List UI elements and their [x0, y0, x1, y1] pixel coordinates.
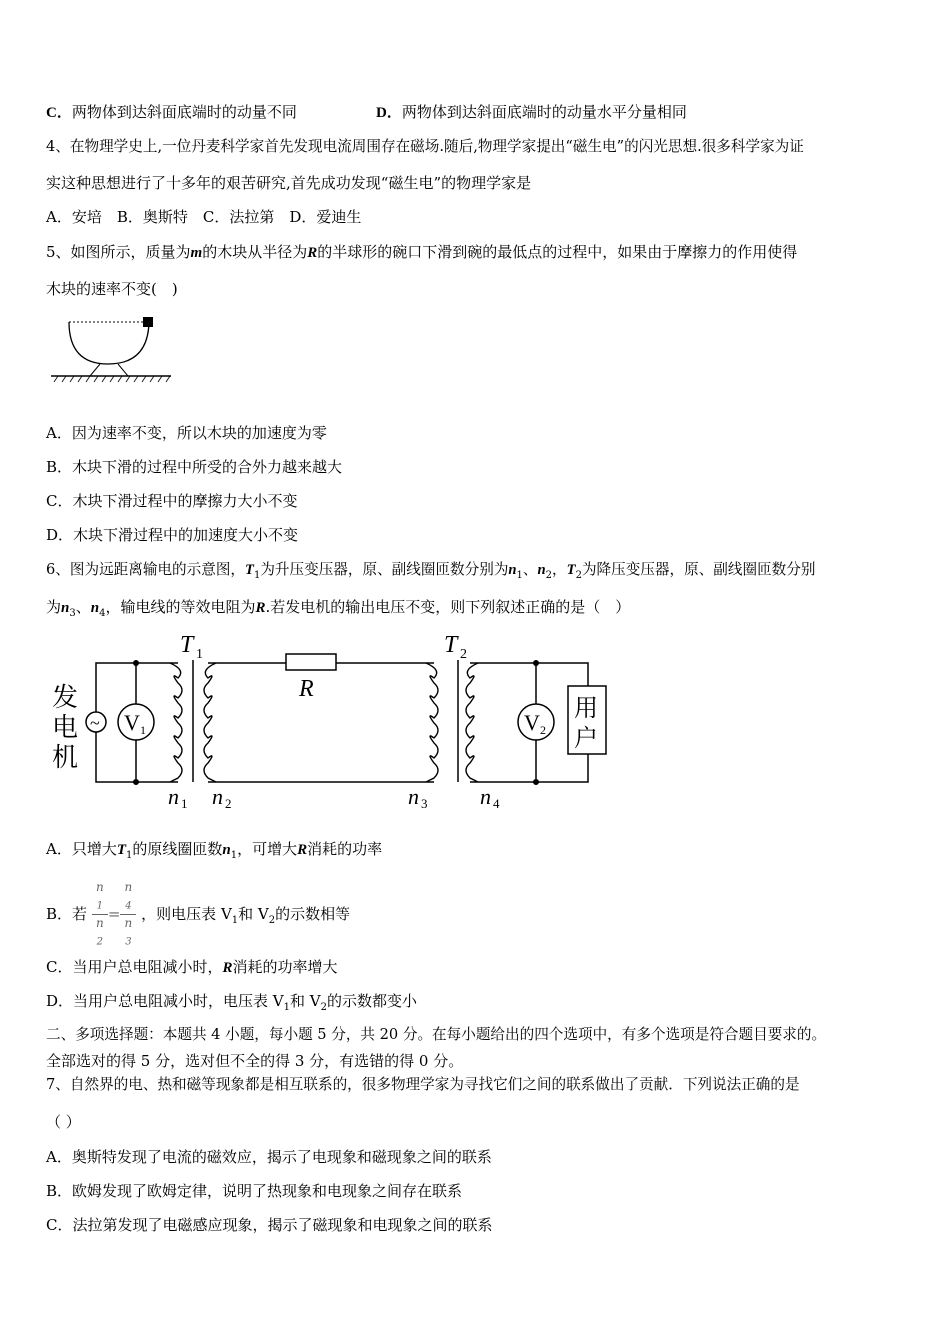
svg-text:n: n	[168, 784, 179, 809]
svg-text:T: T	[180, 632, 194, 658]
svg-text:户: 户	[574, 726, 598, 752]
q3-option-c	[46, 102, 297, 123]
q6-stem-line2: 为$n_3$、$n_4$，输电线的等效电阻为R.若发电机的输出电压不变，则下列叙述正确的是（ ）	[46, 598, 631, 619]
section2-heading-line1: 二、多项选择题：本题共 4 小题，每小题 5 分，共 20 分。在每小题给出的四个选项中，有多个选项是符合题目要求的。	[46, 1026, 827, 1043]
q4-stem-line2: 实这种思想进行了十多年的艰苦研究,首先成功发现“磁生电”的物理学家是	[46, 174, 532, 192]
svg-text:~: ~	[90, 713, 100, 733]
var-m: m	[190, 245, 203, 261]
generator-label-2: 电	[52, 713, 79, 742]
option-text: 两物体到达斜面底端时的动量水平分量相同	[401, 103, 687, 121]
q3-option-d	[376, 102, 687, 123]
svg-text:n: n	[480, 784, 491, 809]
q7-option-a: A．奥斯特发现了电流的磁效应，揭示了电现象和磁现象之间的联系	[46, 1148, 492, 1166]
fraction-n4-n3: n $_4$ n $_3$	[120, 880, 136, 950]
resistor-R	[286, 654, 336, 670]
q4-options: A．安培 B．奥斯特 C．法拉第 D．爱迪生	[46, 208, 362, 226]
q5-stem-line2: 木块的速率不变( )	[46, 280, 178, 298]
svg-text:3: 3	[421, 796, 428, 811]
option-text: 两物体到达斜面底端时的动量不同	[71, 103, 297, 121]
q6-stem-line1: 6、图为远距离输电的示意图，$T_1$为升压变压器，原、副线圈匝数分别为$n_1$、$n_2$，$T_2$为降压变压器，原、副线圈匝数分别	[46, 561, 816, 581]
generator-label-1: 发	[52, 683, 79, 712]
generator-label-3: 机	[52, 743, 79, 772]
q5-option-c: C．木块下滑过程中的摩擦力大小不变	[46, 492, 298, 510]
resistor-label: R	[299, 676, 314, 702]
q7-option-b: B．欧姆发现了欧姆定律，说明了热现象和电现象之间存在联系	[46, 1182, 463, 1200]
svg-text:2: 2	[225, 796, 232, 811]
var-R: R	[307, 245, 318, 261]
fraction-n1-n2: n $_1$ n $_2$	[92, 880, 108, 950]
q5-option-d: D．木块下滑过程中的加速度大小不变	[46, 526, 299, 544]
q6-option-c: C．当用户总电阻减小时，R消耗的功率增大	[46, 958, 338, 976]
q7-stem-line1: 7、自然界的电、热和磁等现象都是相互联系的，很多物理学家为寻找它们之间的联系做出了贡献．下列说法正确的是	[46, 1076, 800, 1093]
svg-text:T: T	[444, 632, 458, 658]
svg-text:V: V	[124, 710, 140, 735]
q6-option-d: D．当用户总电阻减小时，电压表 $V_1$和 $V_2$的示数都变小	[46, 992, 418, 1013]
q4-stem-line1: 4、在物理学史上,一位丹麦科学家首先发现电流周围存在磁场.随后,物理学家提出“磁生电”的闪光思想.很多科学家为证	[46, 138, 804, 155]
option-label: C．	[46, 105, 72, 121]
q6-option-a: A．只增大$T_1$的原线圈匝数$n_1$，可增大R消耗的功率	[46, 840, 383, 861]
bowl-figure	[48, 312, 174, 386]
svg-text:V: V	[524, 710, 540, 735]
q5-stem-line1: 5、如图所示，质量为m的木块从半径为R的半球形的碗口下滑到碗的最低点的过程中，如果由于摩擦力的作用使得	[46, 243, 798, 261]
svg-text:2: 2	[460, 647, 467, 662]
svg-text:n: n	[212, 784, 223, 809]
q6-option-b: B．若 n $_1$ n $_2$ = n $_4$ n $_3$ ，则电压表 $V_1$和 $V_2$的示数相等	[46, 880, 351, 948]
q5-option-a: A．因为速率不变，所以木块的加速度为零	[46, 424, 327, 442]
transmission-circuit-diagram	[48, 628, 618, 814]
q5-option-b: B．木块下滑的过程中所受的合外力越来越大	[46, 458, 343, 476]
svg-text:1: 1	[140, 723, 146, 737]
svg-text:1: 1	[196, 647, 203, 662]
svg-text:n: n	[408, 784, 419, 809]
q7-option-c: C．法拉第发现了电磁感应现象，揭示了磁现象和电现象之间的联系	[46, 1216, 493, 1234]
block-icon	[143, 317, 153, 327]
svg-text:用: 用	[574, 696, 598, 722]
svg-text:4: 4	[493, 796, 500, 811]
section2-heading-line2: 全部选对的得 5 分，选对但不全的得 3 分，有选错的得 0 分。	[46, 1052, 464, 1070]
svg-text:1: 1	[181, 796, 188, 811]
svg-text:2: 2	[540, 723, 546, 737]
option-label: D．	[376, 105, 402, 121]
q7-stem-line2: （ ）	[46, 1113, 81, 1131]
